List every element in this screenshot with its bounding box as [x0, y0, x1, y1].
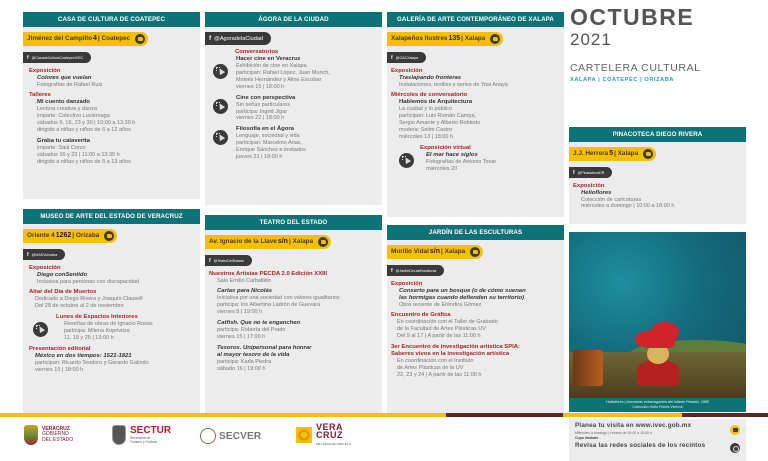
- event-detail: miércoles a domingo | 10:00 a 18:00 h: [581, 203, 675, 210]
- event-title: Cine con perspectiva: [236, 94, 296, 101]
- facebook-handle: @MAEVorizaba: [31, 252, 58, 257]
- facebook-handle: @JardinDeLasEsculturas: [395, 268, 437, 273]
- map-location-icon: [318, 237, 328, 247]
- event-title: Colores que vuelan: [37, 74, 92, 81]
- event-detail: modera: Selim Castro: [399, 127, 453, 134]
- event-detail: En coordinación con el Taller de Grabado: [397, 319, 498, 326]
- event-detail: miércoles 20: [426, 165, 458, 172]
- virtual-click-icon: [399, 153, 414, 168]
- event-detail: Enrique Sánchez e invitados: [236, 147, 306, 154]
- event-detail: La ciudad y lo público: [399, 106, 452, 113]
- event-detail: sábados 9, 16, 23 y 30 | 10:00 a 13:30 h: [37, 120, 136, 127]
- event-detail: de Artes Plásticas de la UV: [397, 365, 464, 372]
- logo-text: Secretaría de: [130, 436, 151, 440]
- venue-card-agora: [205, 12, 382, 205]
- virtual-click-icon: [213, 64, 228, 79]
- event-title: Filosofía en el Ágora: [236, 126, 294, 133]
- category-label: Exposición: [391, 280, 423, 287]
- facebook-icon: f: [27, 54, 29, 61]
- category-label: Presentación editorial: [29, 345, 91, 352]
- facebook-icon: f: [27, 251, 29, 258]
- facebook-link[interactable]: [205, 255, 252, 266]
- event-detail: Sin señas particulares: [236, 101, 291, 108]
- logo-text: CRUZ: [316, 430, 343, 440]
- event-detail: Reseñas de obras de Ignacio Rosas: [64, 321, 153, 328]
- event-detail: viernes 22 | 18:00 h: [236, 115, 285, 122]
- address-street: J.J. Herrera: [573, 150, 609, 157]
- event-detail: viernes 15 | 18:00 h: [236, 83, 285, 90]
- address-city: | Xalapa: [441, 248, 466, 255]
- event-detail: participa: Roberta del Prado: [217, 327, 286, 334]
- event-title: Traslapando fronteras: [399, 74, 462, 81]
- event-detail: participan: Rafael López, Juan Munch,: [236, 69, 330, 76]
- event-detail: sábado 16 | 19:00 h: [217, 365, 266, 372]
- venue-address[interactable]: [23, 229, 117, 243]
- virtual-event: [209, 126, 376, 161]
- facebook-handle: @TeatroDelEstado: [213, 258, 244, 263]
- visit-website-link[interactable]: Planea tu visita en www.ivec.gob.mx: [575, 422, 692, 429]
- virtual-click-icon: [213, 130, 228, 145]
- venue-address[interactable]: [23, 32, 148, 46]
- event-detail: dirigido a niñas y niños de 6 a 12 años: [37, 127, 131, 134]
- category-label: Miércoles de conversatorio: [391, 92, 468, 99]
- event-detail: Dedicado a Diego Rivera y Joaquín Clausell: [35, 296, 143, 303]
- event-title: Helioflores: [581, 189, 612, 196]
- category-label: Nuestros Artistas PECDA 2.0 Edición XXIII: [209, 270, 328, 277]
- footer-stripe-yellow: [0, 413, 446, 417]
- venue-address[interactable]: [569, 147, 656, 161]
- footer-stripe-yellow: [563, 413, 682, 417]
- artwork-figure-cap-brim: [635, 330, 675, 348]
- event-title: Diego conSentido: [37, 271, 88, 278]
- event-detail: Instalaciones, textiles y series de Yosi Anaya: [399, 81, 508, 88]
- venue-card-jardin: [387, 225, 564, 413]
- cities-list: XALAPA | COATEPEC | ORIZABA: [570, 77, 675, 83]
- visit-social-note: Revisa las redes sociales de los recintos: [575, 442, 706, 449]
- event-title: Hacer cine en Veracruz: [236, 56, 301, 62]
- event-detail: 11, 18 y 25 | 13:00 h: [64, 335, 114, 342]
- address-city: | Xalapa: [461, 35, 486, 42]
- venue-address[interactable]: [387, 32, 503, 46]
- venue-title: GALERÍA DE ARTE CONTEMPORÁNEO DE XALAPA: [387, 12, 564, 27]
- map-location-icon: [490, 34, 500, 44]
- event-detail: participan: Luis Román Campa,: [399, 113, 477, 120]
- event-detail: Exhibición de cine en Xalapa: [236, 63, 307, 69]
- sectur-shield-icon: [112, 425, 126, 445]
- address-number: s/n: [277, 238, 288, 245]
- address-number: 4: [93, 35, 97, 42]
- category-label: Exposición: [29, 264, 61, 271]
- event-detail: Del 28 de octubre al 2 de noviembre: [35, 303, 124, 310]
- logo-secver: [200, 428, 261, 444]
- facebook-link[interactable]: [387, 52, 426, 63]
- address-city: | Orizaba: [72, 232, 100, 239]
- logo-veracruz-orgullo: [296, 423, 351, 446]
- venue-card-teatro: [205, 215, 382, 413]
- logo-sectur: [112, 425, 171, 445]
- event-title: Tesoros. Unipersonal para honrar: [217, 344, 312, 351]
- address-city: | Xalapa: [288, 238, 314, 245]
- event-title-cont: al mayor tesoro de la vida: [217, 351, 290, 358]
- veracruz-pattern-icon: [296, 427, 312, 443]
- venue-address[interactable]: [387, 245, 483, 259]
- event-detail: sábados 16 y 23 | 11:00 a 13:30 h: [37, 151, 120, 158]
- veracruz-shield-icon: [24, 425, 38, 445]
- event-detail: Iniciativa por una sociedad con valores igualitarios: [217, 295, 340, 302]
- category-label: Lunes de Espacios Interiores: [56, 314, 138, 321]
- venue-title: ÁGORA DE LA CIUDAD: [205, 12, 382, 27]
- category-label: Exposición: [573, 182, 605, 189]
- month-header: [570, 4, 701, 83]
- virtual-event: [29, 314, 194, 342]
- venue-title: PINACOTECA DIEGO RIVERA: [569, 127, 746, 142]
- logo-text: ME LLENA DE ORGULLO: [316, 442, 352, 446]
- event-detail: imparte: Colectivo Luciérnaga: [37, 113, 110, 120]
- venue-title: CASA DE CULTURA DE COATEPEC: [23, 12, 200, 27]
- event-title: Mi cuento danzado: [37, 99, 91, 106]
- social-link-icon: [730, 443, 740, 453]
- artwork-caption: [569, 398, 746, 412]
- category-label: Exposición: [29, 67, 61, 74]
- facebook-handle: @PinacotecaDR: [577, 170, 605, 175]
- artwork-suitcase: [573, 350, 603, 386]
- facebook-handle: @AgoradelaCiudad: [214, 35, 264, 42]
- event-title: Conxerto para un bosque (o de cómo suenan: [399, 287, 526, 294]
- event-detail: Sergio Amante y Alberto Robledo: [399, 120, 481, 127]
- event-detail: Colección de caricaturas: [581, 196, 642, 203]
- venue-title: MUSEO DE ARTE DEL ESTADO DE VERACRUZ: [23, 209, 200, 224]
- event-detail: participa: Ingrid Jigar: [236, 108, 288, 115]
- category-label-cont: Saberes vivos en la investigación artística: [391, 351, 510, 358]
- category-label: 3er Encuentro de investigación artística SPIA:: [391, 344, 520, 351]
- virtual-event: [209, 56, 376, 91]
- address-street: Murillo Vidal: [391, 248, 429, 255]
- address-street: Oriente 4: [27, 232, 55, 239]
- event-detail: Moisés Hernández y Aline Escobar: [236, 76, 322, 83]
- category-label: Conversatorios: [235, 49, 279, 55]
- category-label: Exposición: [391, 67, 423, 74]
- address-number: 135: [448, 35, 461, 42]
- facebook-icon: f: [391, 267, 393, 274]
- footer-stripe-brown: [682, 413, 768, 417]
- event-detail: participan: Ricardo Teodoro y Gerardo Galindo: [35, 359, 149, 366]
- event-detail: Fotografías de Antonio Tovar: [426, 158, 497, 165]
- artwork-caption-line: Colección Helio Flores Viveros: [632, 405, 683, 409]
- event-detail: imparte: Saúl Corzo: [37, 145, 86, 152]
- venue-card-coatepec: [23, 12, 200, 199]
- event-detail: dirigido a niñas y niños de 8 a 13 años: [37, 158, 131, 165]
- event-detail: viernes 15 | 18:00 h: [35, 366, 84, 373]
- map-location-icon: [470, 247, 480, 257]
- event-detail: En coordinación con el Instituto: [397, 358, 474, 365]
- secver-seal-icon: [200, 428, 216, 444]
- event-detail: Fotografías de Rafael Ruiz: [37, 81, 103, 88]
- venue-card-gacx: [387, 12, 564, 217]
- artwork-caption-line: Helioflores | Aventuras extravagantes del infante Petatús, 1985: [606, 400, 709, 404]
- visit-hours: Miércoles a domingo | Horario de 10:00 a 15:00 h: [575, 431, 652, 435]
- virtual-event: [209, 95, 376, 123]
- month-title: OCTUBRE: [570, 4, 695, 30]
- address-number: s/n: [429, 248, 441, 255]
- event-detail: participa: Milena Koprivitza: [64, 328, 130, 335]
- facebook-link[interactable]: [205, 32, 271, 45]
- map-location-icon: [730, 425, 740, 435]
- event-detail: de la Facultad de Artes Plásticas UV: [397, 326, 486, 333]
- logo-gobierno-veracruz: [24, 425, 73, 445]
- map-location-icon: [135, 34, 145, 44]
- category-label: Talleres: [29, 92, 51, 99]
- sponsor-logos: [0, 419, 400, 461]
- virtual-click-icon: [33, 322, 48, 337]
- logo-text: SECTUR: [130, 425, 172, 436]
- event-detail: Sala Emilio Carballido: [217, 277, 271, 284]
- virtual-click-icon: [213, 99, 228, 114]
- event-title: Hablemos de Arquitectura: [399, 99, 473, 106]
- event-detail: participa: Karla Piedra: [217, 358, 272, 365]
- venue-address[interactable]: [205, 235, 331, 249]
- facebook-link[interactable]: [23, 249, 65, 260]
- logo-text: SECVER: [219, 430, 262, 442]
- address-number: 5: [609, 150, 614, 157]
- logo-text: VERA: [316, 422, 344, 432]
- year-title: 2021: [570, 30, 612, 49]
- category-label: Altar del Día de Muertos: [29, 289, 97, 296]
- footer-stripe-brown: [446, 413, 563, 417]
- event-detail: Obra reciente de Eréndira Gómez: [399, 301, 482, 308]
- address-number: 1262: [55, 232, 72, 239]
- event-detail: jueves 21 | 18:00 h: [236, 154, 283, 161]
- event-title: Catfish. Que no te enganchen: [217, 320, 301, 327]
- category-label: Encuentro de Gráfica: [391, 312, 451, 319]
- venue-title: TEATRO DEL ESTADO: [205, 215, 382, 230]
- cartelera-title: CARTELERA CULTURAL: [570, 62, 701, 74]
- event-title: Graba tu calaverita: [37, 138, 91, 145]
- map-location-icon: [643, 149, 653, 159]
- event-detail: participa: Iris Albertina Ladrón de Guevara: [217, 302, 321, 309]
- event-title: El mar hace siglos: [426, 151, 478, 158]
- category-label: Exposición virtual: [420, 144, 471, 151]
- event-detail: Inclusiva para personas con discapacidad: [37, 278, 140, 285]
- event-title: México en dos tiempos: 1521-1821: [35, 352, 132, 359]
- address-street: Xalapeños Ilustres: [391, 35, 448, 42]
- address-street: Av. Ignacio de la Llave: [209, 238, 277, 245]
- event-detail: viernes 8 | 19:00 h: [217, 309, 263, 316]
- event-detail: Lenguaje, sociedad y vida: [236, 133, 300, 140]
- logo-text: VERACRUZ: [42, 425, 70, 432]
- virtual-event: [391, 145, 558, 173]
- facebook-icon: f: [209, 35, 212, 42]
- address-city: | Coatepec: [97, 35, 131, 42]
- visit-info: [569, 419, 746, 461]
- address-city: | Xalapa: [614, 150, 639, 157]
- venue-card-pinacoteca: [569, 127, 746, 224]
- venue-title: JARDÍN DE LAS ESCULTURAS: [387, 225, 564, 240]
- facebook-icon: f: [391, 54, 393, 61]
- logo-text: DEL ESTADO: [42, 436, 74, 443]
- facebook-icon: f: [209, 257, 211, 264]
- address-street: Jiménez del Campillo: [27, 35, 92, 42]
- event-detail: viernes 15 | 17:00 h: [217, 334, 266, 341]
- facebook-handle: @CasadeCulturaCoatepecIVEC: [31, 55, 84, 60]
- event-detail: miércoles 13 | 18:00 h: [399, 134, 454, 141]
- logo-text: GOBIERNO: [42, 431, 69, 438]
- visit-capacity: Cupo limitado: [575, 436, 599, 440]
- event-detail: participan: Marcelino Arias,: [236, 140, 303, 147]
- featured-artwork: [569, 232, 746, 412]
- facebook-link[interactable]: [23, 52, 91, 63]
- event-title-cont: las hormigas cuando defienden su territorio): [399, 294, 525, 301]
- logo-text: Turismo y Cultura: [130, 440, 157, 444]
- event-title: Cartas para Nicolás: [217, 288, 273, 295]
- facebook-link[interactable]: [569, 167, 612, 178]
- facebook-icon: f: [573, 169, 575, 176]
- venue-card-maev: [23, 209, 200, 413]
- map-location-icon: [104, 231, 114, 241]
- facebook-handle: @GACXalapa: [395, 55, 419, 60]
- facebook-link[interactable]: [387, 265, 444, 276]
- event-detail: 22, 23 y 24 | A partir de las 11:00 h: [397, 371, 482, 378]
- event-detail: Lectura creativa y danza: [37, 106, 97, 113]
- event-detail: Del 9 al 17 | A partir de las 11:00 h: [397, 333, 481, 340]
